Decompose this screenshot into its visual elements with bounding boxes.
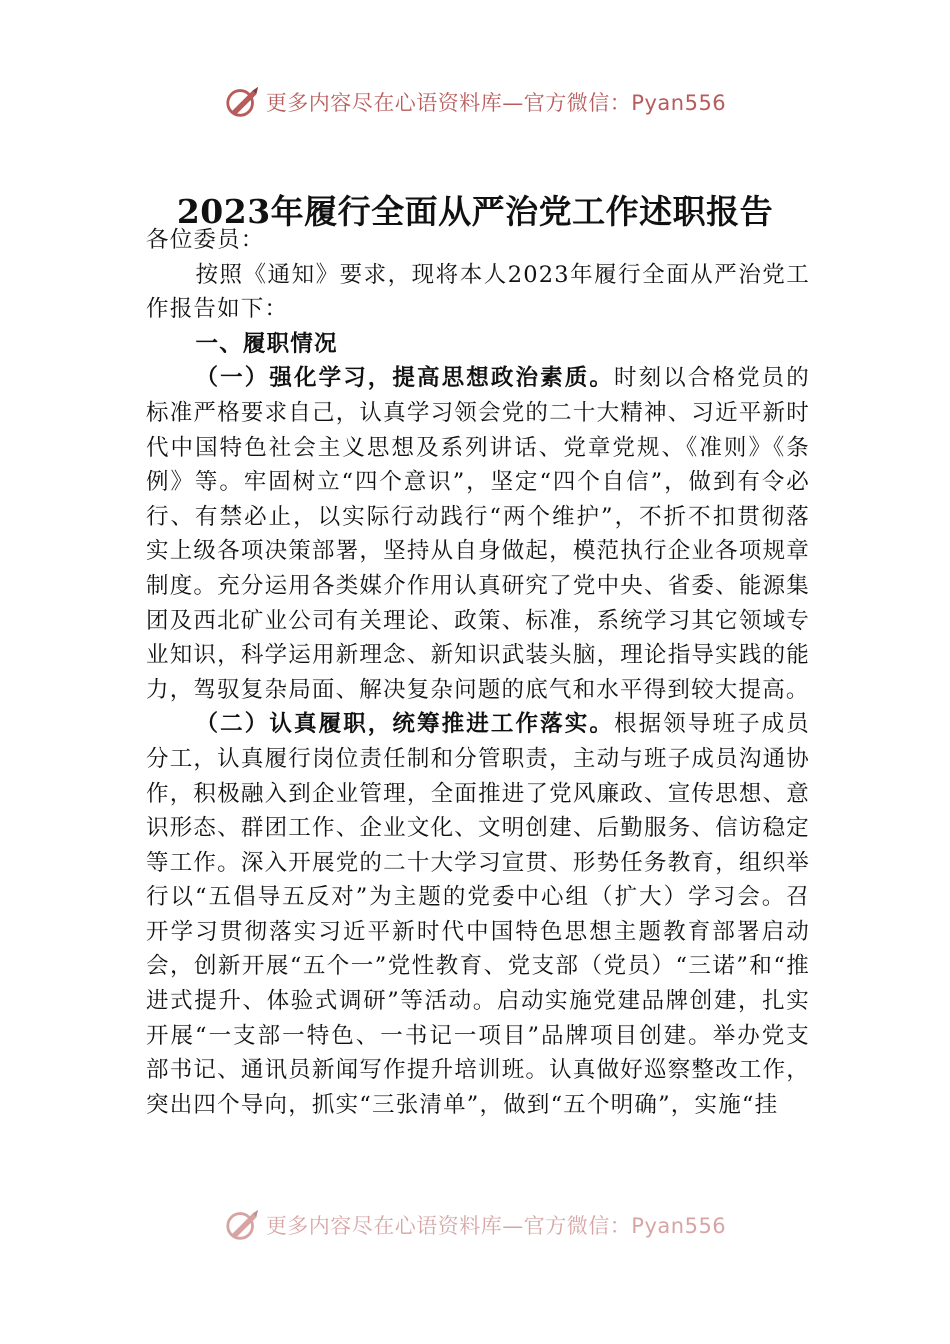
section-heading: 一、履职情况 (195, 330, 338, 357)
paragraph-2 (146, 707, 810, 1122)
intro-paragraph: 按照《通知》要求，现将本人2023年履行全面从严治党工作报告如下： (146, 261, 810, 323)
document-title: 2023年履行全面从严治党工作述职报告 (176, 192, 774, 231)
salutation: 各位委员： (146, 227, 265, 253)
paragraph-1 (146, 361, 810, 707)
pen-logo-icon (224, 1206, 262, 1244)
watermark-text: 更多内容尽在心语资料库—官方微信：Pyan556 (265, 1214, 727, 1238)
watermark-text: 更多内容尽在心语资料库—官方微信：Pyan556 (265, 91, 727, 115)
paragraph-2-body: 根据领导班子成员分工，认真履行岗位责任制和分管职责，主动与班子成员沟通协作，积极融入到企业管理，全面推进了党风廉政、宣传思想、意识形态、群团工作、企业文化、文明创建、后勤服务、信访稳定等工作。深入开展党的二十大学习宣贯、形势任务教育，组织举行以“五倡导五反对”为主题的党委中心组（扩大）学习会。召开学习贯彻落实习近平新时代中国特色思想主题教育部署启动会，创新开展“五个一”党性教育、党支部（党员）“三诺”和“推进式提升、体验式调研”等活动。启动实施党建品牌创建，扎实开展“一支部一特色、一书记一项目”品牌项目创建。举办党支部书记、通讯员新闻写作提升培训班。认真做好巡察整改工作，突出四个导向，抓实“三张清单”，做到“五个明确”，实施“挂 (146, 711, 810, 1118)
paragraph-1-lead: （一）强化学习，提高思想政治素质。 (195, 365, 614, 392)
watermark-footer (0, 1205, 950, 1245)
paragraph-2-lead: （二）认真履职，统筹推进工作落实。 (195, 711, 614, 738)
document-content (146, 223, 810, 1122)
paragraph-1-body: 时刻以合格党员的标准严格要求自己，认真学习领会党的二十大精神、习近平新时代中国特色社会主义思想及系列讲话、党章党规、《准则》《条例》等。牢固树立“四个意识”，坚定“四个自信”，做到有令必行、有禁必止，以实际行动践行“两个维护”，不折不扣贯彻落实上级各项决策部署，坚持从自身做起，模范执行企业各项规章制度。充分运用各类媒介作用认真研究了党中央、省委、能源集团及西北矿业公司有关理论、政策、标准，系统学习其它领域专业知识，科学运用新理念、新知识武装头脑，理论指导实践的能力，驾驭复杂局面、解决复杂问题的底气和水平得到较大提高。 (146, 365, 810, 703)
